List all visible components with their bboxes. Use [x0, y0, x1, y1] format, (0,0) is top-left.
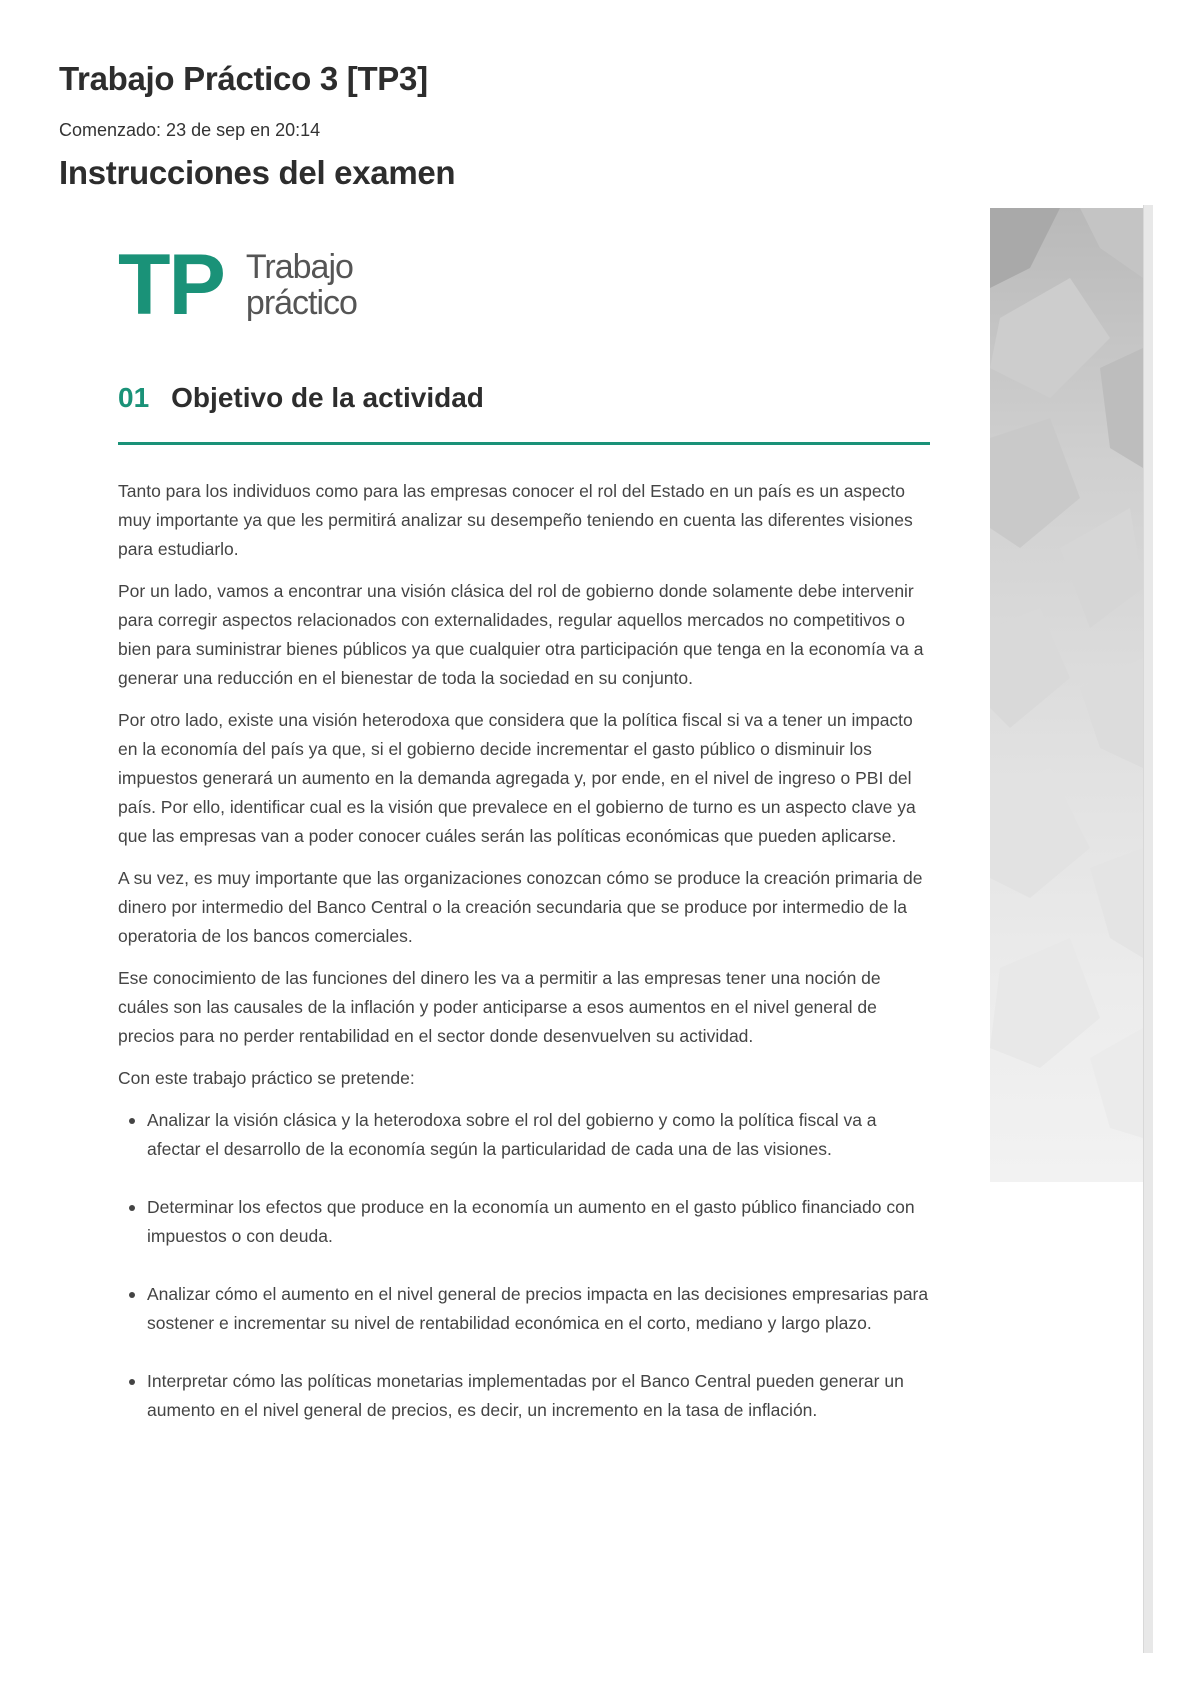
goals-list: [118, 1106, 930, 1425]
decorative-side-image: [990, 208, 1143, 1182]
paragraph: Tanto para los individuos como para las empresas conocer el rol del Estado en un país es un aspecto muy importante ya que les permitirá analizar su desempeño teniendo en cuenta las diferentes visiones para estudiarlo.: [118, 481, 913, 559]
paragraph: A su vez, es muy importante que las organizaciones conozcan cómo se produce la creación primaria de dinero por intermedio del Banco Central o la creación secundaria que se produce por intermedio de la operatoria de los bancos comerciales.: [118, 868, 923, 946]
tp-logo: [118, 237, 357, 333]
section-divider: [118, 442, 930, 445]
scrollbar[interactable]: [1143, 205, 1153, 1653]
logo-abbreviation: TP: [118, 237, 224, 333]
page-title: Trabajo Práctico 3 [TP3]: [59, 60, 428, 97]
section-number: 01: [118, 382, 150, 413]
paragraph: Por otro lado, existe una visión heterodoxa que considera que la política fiscal si va a tener un impacto en la economía del país ya que, si el gobierno decide incrementar el gasto público o disminuir los impuestos generará un aumento en la demanda agregada y, por ende, en el nivel de ingreso o PBI del país. Por ello, identificar cual es la visión que prevalece en el gobierno de turno es un aspecto clave ya que las empresas van a poder conocer cuáles serán las políticas económicas que pueden aplicarse.: [118, 710, 916, 846]
architecture-pattern-graphic: [990, 208, 1143, 1182]
paragraph: Con este trabajo práctico se pretende:: [118, 1068, 415, 1088]
logo-text-line1: Trabajo: [245, 248, 353, 286]
section-heading: [118, 382, 930, 414]
list-item: Interpretar cómo las políticas monetarias implementadas por el Banco Central pueden generar un aumento en el nivel general de precios, es decir, un incremento en la tasa de inflación.: [147, 1367, 930, 1425]
paragraph: Ese conocimiento de las funciones del dinero les va a permitir a las empresas tener una noción de cuáles son las causales de la inflación y poder anticiparse a esos aumentos en el nivel general de precios para no perder rentabilidad en el sector donde desenvuelven su actividad.: [118, 968, 881, 1046]
activity-objective-body: [118, 477, 930, 1454]
list-item: Analizar cómo el aumento en el nivel general de precios impacta en las decisiones empresarias para sostener e incrementar su nivel de rentabilidad económica en el corto, mediano y largo plazo.: [147, 1280, 930, 1338]
section-title: Objetivo de la actividad: [171, 382, 484, 413]
started-timestamp: Comenzado: 23 de sep en 20:14: [59, 120, 321, 140]
logo-text-line2: práctico: [245, 284, 357, 322]
list-item: Analizar la visión clásica y la heterodoxa sobre el rol del gobierno y como la política fiscal va a afectar el desarrollo de la economía según la particularidad de cada una de las visiones.: [147, 1106, 930, 1164]
logo-text: [246, 249, 357, 321]
paragraph: Por un lado, vamos a encontrar una visión clásica del rol de gobierno donde solamente debe intervenir para corregir aspectos relacionados con externalidades, regular aquellos mercados no competitivos o bien para suministrar bienes públicos ya que cualquier otra participación que tenga en la economía va a generar una reducción en el bienestar de toda la sociedad en su conjunto.: [118, 581, 924, 688]
instructions-heading: Instrucciones del examen: [59, 154, 456, 191]
list-item: Determinar los efectos que produce en la economía un aumento en el gasto público financiado con impuestos o con deuda.: [147, 1193, 930, 1251]
